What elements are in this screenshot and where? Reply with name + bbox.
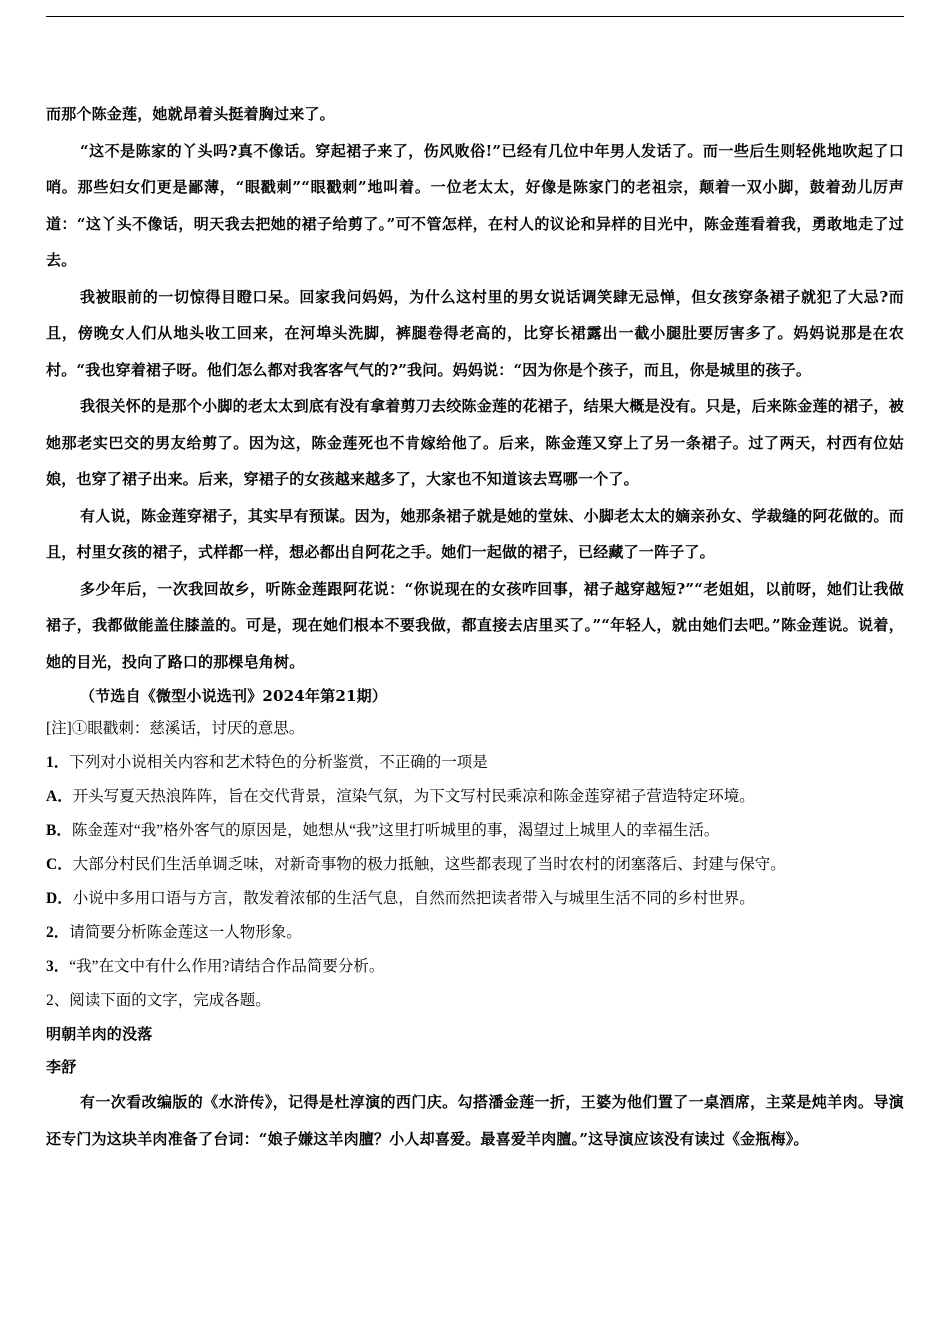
option-letter: C． [46, 856, 73, 873]
option-c [46, 848, 904, 882]
option-text: 大部分村民们生活单调乏味，对新奇事物的极力抵触，这些都表现了当时农村的闭塞落后、封建与保守。 [72, 856, 786, 873]
option-letter: B． [46, 822, 72, 839]
option-b [46, 814, 904, 848]
question-text: “我”在文中有什么作用?请结合作品简要分析。 [69, 958, 385, 975]
option-letter: A． [46, 788, 73, 805]
paragraph: 有一次看改编版的《水浒传》，记得是杜淳演的西门庆。勾搭潘金莲一折，王婆为他们置了一桌酒席，主菜是炖羊肉。导演还专门为这块羊肉准备了台词：“娘子嫌这羊肉膻？小人却喜爱。最喜爱羊肉膻。”这导演应该没有读过《金瓶梅》。 [46, 1093, 904, 1148]
paragraph: 我被眼前的一切惊得目瞪口呆。回家我问妈妈，为什么这村里的男女说话调笑肆无忌惮，但女孩穿条裙子就犯了大忌?而且，傍晚女人们从地头收工回来，在河埠头洗脚，裤腿卷得老高的，比穿长裙露出一截小腿肚要厉害多了。妈妈说那是在农村。“我也穿着裙子呀。他们怎么都对我客客气气的?”我问。妈妈说：“因为你是个孩子，而且，你是城里的孩子。 [46, 287, 904, 379]
source-citation: （节选自《微型小说选刊》2024年第21期） [80, 687, 388, 705]
option-text: 陈金莲对“我”格外客气的原因是，她想从“我”这里打听城里的事，渴望过上城里人的幸福生活。 [71, 822, 720, 839]
option-d [46, 882, 904, 916]
question-number: 3． [46, 958, 70, 975]
section-heading: 2、阅读下面的文字，完成各题。 [46, 992, 271, 1009]
option-text: 小说中多用口语与方言，散发着浓郁的生活气息，自然而然把读者带入与城里生活不同的乡村世界。 [72, 890, 755, 907]
question-number: 1． [46, 754, 70, 771]
question-number: 2． [46, 924, 70, 941]
paragraph: 有人说，陈金莲穿裙子，其实早有预谋。因为，她那条裙子就是她的堂妹、小脚老太太的嫡亲孙女、学裁缝的阿花做的。而且，村里女孩的裙子，式样都一样，想必都出自阿花之手。她们一起做的裙子，已经藏了一阵子了。 [46, 506, 904, 561]
header-rule [46, 16, 904, 17]
paragraph: 我很关怀的是那个小脚的老太太到底有没有拿着剪刀去绞陈金莲的花裙子，结果大概是没有。只是，后来陈金莲的裙子，被她那老实巴交的男友给剪了。因为这，陈金莲死也不肯嫁给他了。后来，陈金莲又穿上了另一条裙子。过了两天，村西有位姑娘，也穿了裙子出来。后来，穿裙子的女孩越来越多了，大家也不知道该去骂哪一个了。 [46, 397, 904, 488]
question-text: 请简要分析陈金莲这一人物形象。 [69, 924, 302, 941]
document-body [46, 96, 904, 1157]
question-1 [46, 746, 904, 780]
option-text: 开头写夏天热浪阵阵，旨在交代背景，渲染气氛，为下文写村民乘凉和陈金莲穿裙子营造特定环境。 [72, 788, 755, 805]
question-2 [46, 916, 904, 950]
option-a [46, 780, 904, 814]
paragraph: “这不是陈家的丫头吗?真不像话。穿起裙子来了，伤风败俗!”已经有几位中年男人发话了。而一些后生则轻佻地吹起了口哨。那些妇女们更是鄙薄，“眼戳刺”“眼戳刺”地叫着。一位老太太，好像是陈家门的老祖宗，颠着一双小脚，鼓着劲儿厉声道：“这丫头不像话，明天我去把她的裙子给剪了。”可不管怎样，在村人的议论和异样的目光中，陈金莲看着我，勇敢地走了过去。 [46, 141, 904, 269]
paragraph: 而那个陈金莲，她就昂着头挺着胸过来了。 [46, 105, 335, 123]
article-author: 李舒 [46, 1058, 77, 1076]
option-letter: D． [46, 890, 73, 907]
question-text: 下列对小说相关内容和艺术特色的分析鉴赏，不正确的一项是 [69, 754, 488, 771]
paragraph: 多少年后，一次我回故乡，听陈金莲跟阿花说：“你说现在的女孩咋回事，裙子越穿越短?”“老姐姐，以前呀，她们让我做裙子，我都做能盖住膝盖的。可是，现在她们根本不要我做，都直接去店里买了。”“年轻人，就由她们去吧。”陈金莲说。说着，她的目光，投向了路口的那棵皂角树。 [46, 579, 904, 671]
question-3 [46, 950, 904, 984]
annotation-note: [注]①眼戳刺：慈溪话，讨厌的意思。 [46, 720, 305, 737]
article-title: 明朝羊肉的没落 [46, 1025, 153, 1043]
